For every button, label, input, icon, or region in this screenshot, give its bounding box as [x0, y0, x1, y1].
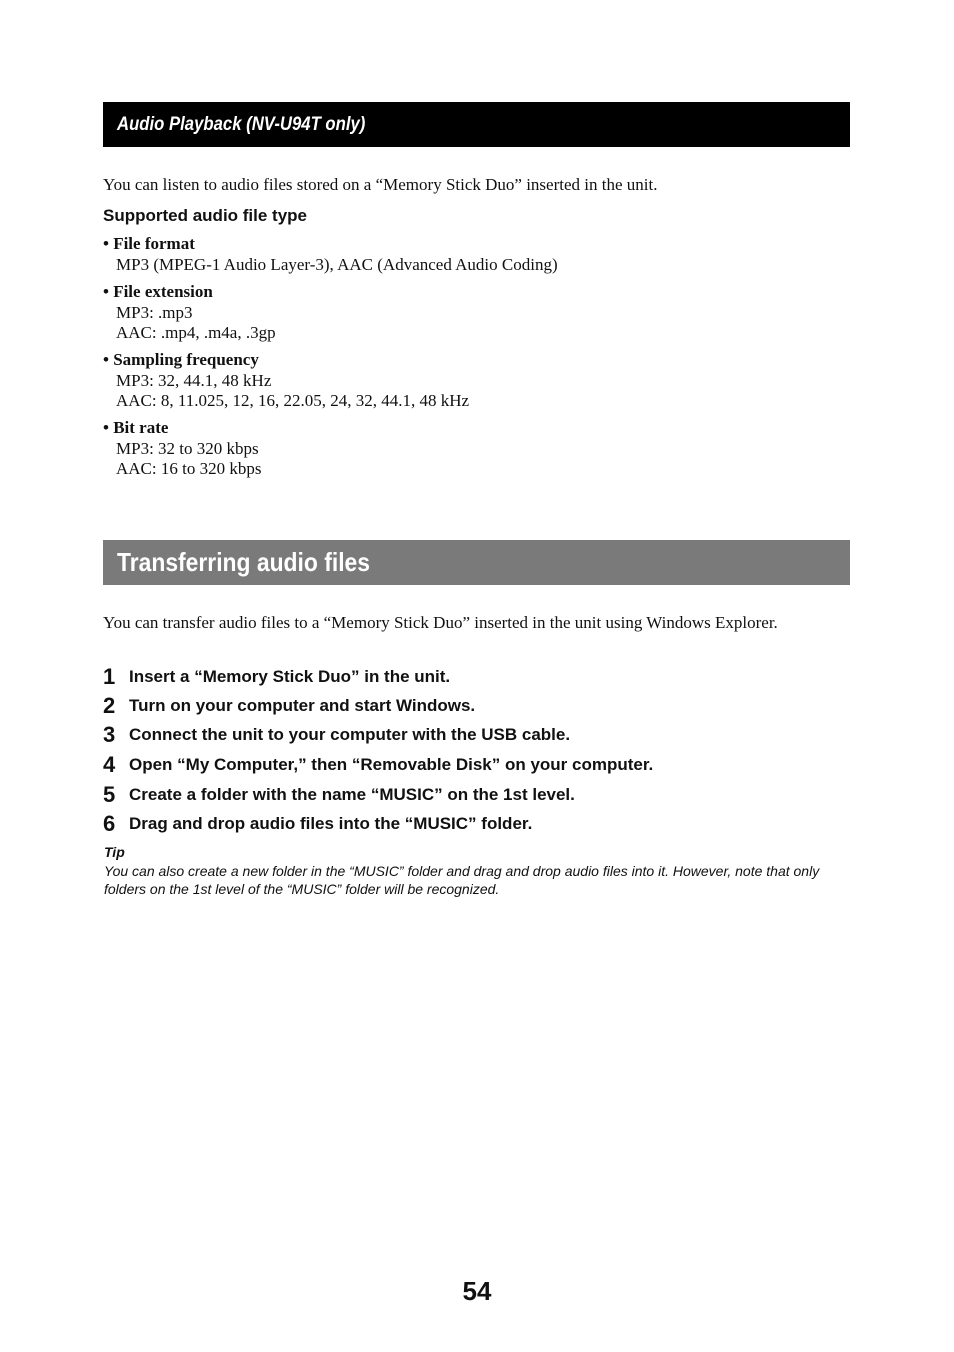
section-heading-transferring — [103, 540, 850, 585]
intro-paragraph: You can listen to audio files stored on a “Memory Stick Duo” inserted in the unit. — [103, 175, 658, 194]
section-title: Audio Playback (NV-U94T only) — [117, 113, 366, 135]
section-title: Transferring audio files — [117, 547, 371, 577]
list-item-file-format: • File format MP3 (MPEG-1 Audio Layer-3), AAC (Advanced Audio Coding) — [103, 234, 558, 274]
list-item-file-extension: • File extension MP3: .mp3 AAC: .mp4, .m4a, .3gp — [103, 282, 276, 342]
subheading-supported-types: Supported audio file type — [103, 206, 308, 225]
page-number: 54 — [462, 1276, 492, 1306]
tip-label: Tip — [104, 844, 125, 860]
transfer-intro-paragraph: You can transfer audio files to a “Memory Stick Duo” inserted in the unit using Windows Explorer. — [103, 613, 778, 632]
list-item-bit-rate: • Bit rate MP3: 32 to 320 kbps AAC: 16 to 320 kbps — [103, 418, 262, 478]
tip-text: You can also create a new folder in the “MUSIC” folder and drag and drop audio files into it. However, note that only folders on the 1st level of the “MUSIC” folder will be recognized. — [104, 863, 820, 897]
section-heading-audio-playback — [103, 102, 850, 147]
list-item-sampling-frequency: • Sampling frequency MP3: 32, 44.1, 48 kHz AAC: 8, 11.025, 12, 16, 22.05, 24, 32, 44.1, 48 kHz — [103, 350, 470, 410]
